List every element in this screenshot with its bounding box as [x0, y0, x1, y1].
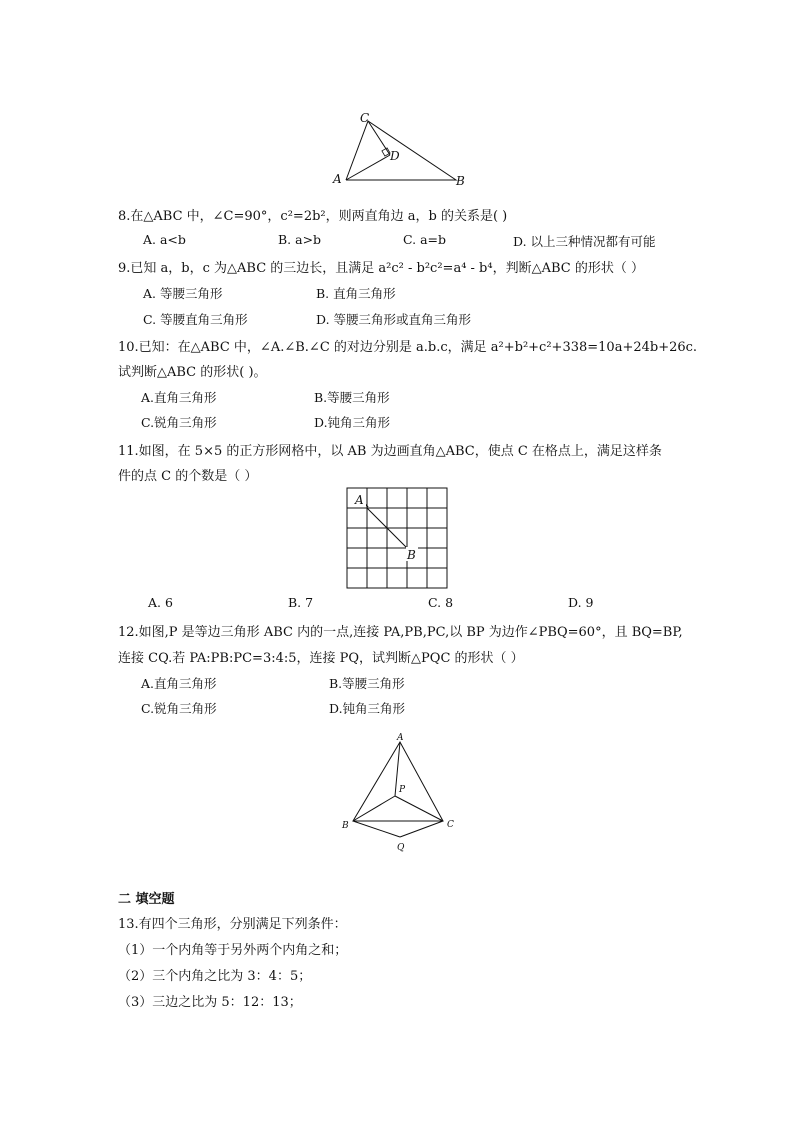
q9-option-c[interactable]: C. 等腰直角三角形 [143, 312, 248, 327]
section-title-fill-in: 二 填空题 [118, 892, 175, 907]
q8-option-a[interactable]: A. a<b [143, 232, 186, 247]
q8-stem: 8.在△ABC 中，∠C=90°，c²=2b²，则两直角边 a，b 的关系是( ) [118, 209, 508, 224]
q8-option-b[interactable]: B. a>b [278, 232, 322, 247]
grid-label-A: A [355, 493, 364, 507]
q13-item-1: （1）一个内角等于另外两个内角之和； [118, 943, 348, 958]
fig12-label-Q: Q [397, 843, 405, 853]
fig12-label-A: A [397, 733, 404, 743]
q12-stem-line2: 连接 CQ.若 PA:PB:PC=3:4:5，连接 PQ，试判断△PQC 的形状（ ） [118, 651, 524, 666]
q9-option-a[interactable]: A. 等腰三角形 [143, 286, 223, 301]
fig12-label-B: B [342, 821, 349, 831]
q9-stem: 9.已知 a，b，c 为△ABC 的三边长，且满足 a²c² - b²c²=a⁴ - b⁴，判断△ABC 的形状（ ） [118, 261, 644, 276]
q11-option-a[interactable]: A. 6 [148, 595, 173, 610]
equilateral-triangle-figure [336, 730, 466, 858]
triangle-altitude-figure [330, 108, 470, 190]
fig12-label-P: P [399, 785, 406, 795]
q11-stem-line2: 件的点 C 的个数是（ ） [118, 469, 258, 484]
q9-option-d[interactable]: D. 等腰三角形或直角三角形 [316, 312, 472, 327]
q8-option-c[interactable]: C. a=b [403, 232, 446, 247]
q10-option-c[interactable]: C.锐角三角形 [141, 415, 217, 430]
q11-option-c[interactable]: C. 8 [428, 595, 454, 610]
label-A: A [333, 172, 342, 186]
q10-option-b[interactable]: B.等腰三角形 [314, 390, 390, 405]
q12-option-b[interactable]: B.等腰三角形 [329, 676, 405, 691]
q11-option-b[interactable]: B. 7 [288, 595, 314, 610]
q13-item-2: （2）三个内角之比为 3：4：5； [118, 969, 312, 984]
q10-stem-line2: 试判断△ABC 的形状( )。 [118, 365, 267, 380]
q9-option-b[interactable]: B. 直角三角形 [316, 286, 396, 301]
q12-option-c[interactable]: C.锐角三角形 [141, 701, 217, 716]
q10-stem-line1: 10.已知：在△ABC 中，∠A.∠B.∠C 的对边分别是 a.b.c，满足 a²+b²+c²+338=10a+24b+26c. [118, 340, 698, 355]
q11-stem-line1: 11.如图，在 5×5 的正方形网格中，以 AB 为边画直角△ABC，使点 C 在格点上，满足这样条 [118, 444, 662, 459]
label-B: B [456, 174, 465, 188]
label-D: D [390, 149, 400, 163]
grid-5x5-figure [340, 484, 452, 590]
q12-option-a[interactable]: A.直角三角形 [141, 676, 217, 691]
q8-option-d[interactable]: D. 以上三种情况都有可能 [513, 234, 656, 249]
q10-option-a[interactable]: A.直角三角形 [141, 390, 217, 405]
grid-label-B: B [407, 548, 416, 562]
q12-option-d[interactable]: D.钝角三角形 [329, 701, 406, 716]
q11-option-d[interactable]: D. 9 [568, 595, 594, 610]
label-C: C [360, 111, 370, 125]
q12-stem-line1: 12.如图,P 是等边三角形 ABC 内的一点,连接 PA,PB,PC,以 BP 为边作∠PBQ=60°，且 BQ=BP, [118, 625, 683, 640]
q10-option-d[interactable]: D.钝角三角形 [314, 415, 391, 430]
q13-stem: 13.有四个三角形，分别满足下列条件： [118, 917, 347, 932]
q13-item-3: （3）三边之比为 5：12：13； [118, 995, 302, 1010]
fig12-label-C: C [447, 820, 454, 830]
